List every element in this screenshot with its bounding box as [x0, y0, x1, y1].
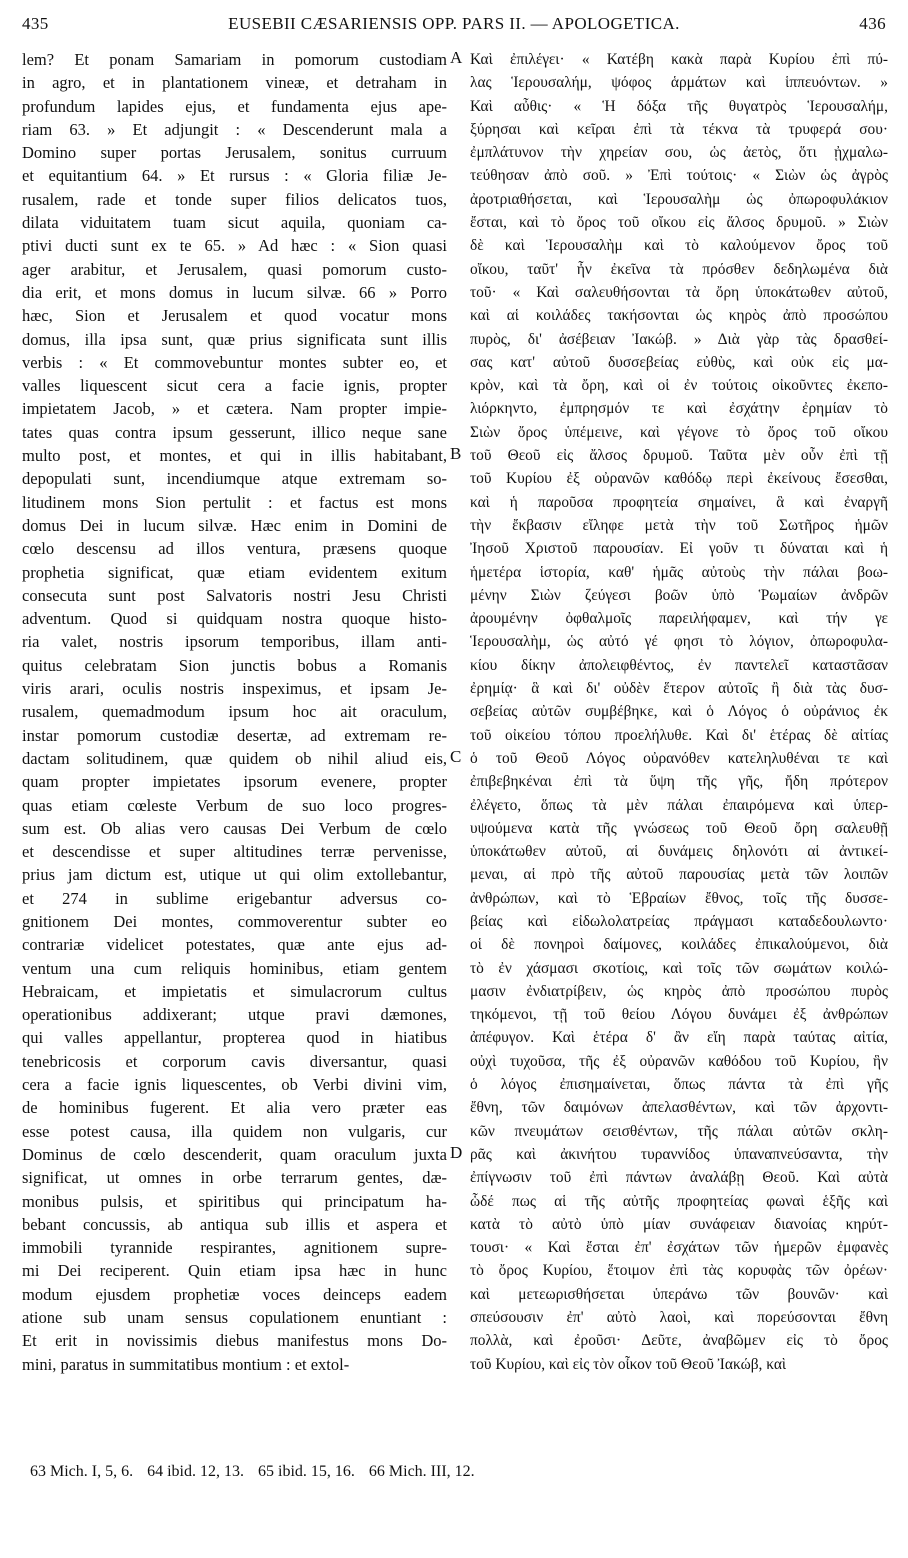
text-line: sum est. Ob alias vero causas Dei Verbum de cœlo	[22, 818, 447, 838]
text-line: οἴκου, ταῦτ' ἦν ἐκεῖνα τὰ πρόσθεν δεδηλωμένα διὰ	[470, 260, 888, 278]
text-line: et 274 in sublime erigebantur adversus co-	[22, 888, 447, 908]
text-line: consecuta sunt post Salvatoris nostri Jesu Christi	[22, 585, 447, 605]
footnote: 66 Mich. III, 12.	[368, 1463, 475, 1480]
text-line: ἀρουμένην ὀφθαλμοῖς παρειλήφαμεν, καὶ τήν γε	[470, 610, 888, 628]
text-line: ὑποκάτωθεν αὐτοῦ, αἱ δυνάμεις δηλονότι αἱ ἀντικεί-	[470, 843, 888, 861]
text-line: Καὶ ἐπιλέγει· « Κατέβη κακὰ παρὰ Κυρίου ἐπὶ πύ-	[470, 51, 888, 68]
text-line: qui valles appellantur, propterea quod in hiatibus	[22, 1028, 447, 1048]
text-line: ventum una cum reliquis hominibus, etiam gentem	[22, 958, 447, 978]
text-line: ἔθνη, τῶν δαιμόνων ἀπελασθέντων, καὶ τῶν ἀρχοντι-	[470, 1099, 888, 1117]
text-line: λας Ἱερουσαλήμ, ψόφος ἁρμάτων καὶ ἱππευόντων. »	[470, 74, 888, 92]
text-line: riam 63. » Et adjungit : « Descenderunt mala a	[22, 119, 447, 139]
text-line: κῶν πνευμάτων σεισθέντων, τῆς πάλαι αὐτῶν σκλη-	[470, 1122, 888, 1140]
text-line: Καὶ αὖθις· « Ἡ δόξα τῆς θυγατρὸς Ἱερουσαλήμ,	[470, 97, 888, 115]
text-line: ria valet, nostris ipsorum temporibus, illam anti-	[22, 632, 447, 652]
text-line: modum ejusdem prophetiæ voces deinceps eadem	[22, 1284, 447, 1304]
text-line: τοῦ Θεοῦ εἰς ἄλσος δρυμοῦ. Ταῦτα μὲν οὖν ἐπὶ τῇ	[470, 447, 888, 465]
text-line: ἀνθρώπων, καὶ τὸ Ἑβραίων ἔθνος, τοῖς τῆς δυσσε-	[470, 889, 888, 907]
text-line: de hominibus fugerent. Et alia vero præter eas	[22, 1098, 447, 1118]
text-line: lem? Et ponam Samariam in pomorum custodiam	[22, 50, 447, 69]
text-line: atione sub unam sensus copulationem enuntiant :	[22, 1308, 447, 1328]
text-line: κατὰ τὸ αὐτὸ ὑπὸ μίαν συνάφειαν διανοίας κηρύτ-	[470, 1215, 888, 1233]
footnote: 63 Mich. I, 5, 6.	[30, 1463, 134, 1480]
text-line: καὶ αἱ κοιλάδες τακήσονται ὡς κηρὸς ἀπὸ προσώπου	[470, 307, 888, 325]
text-line: ἐπιβεβηκέναι ἐπὶ τὰ ὕψη τῆς γῆς, ἤδη πρότερον	[470, 773, 888, 791]
text-line: prophetia significat, quæ etiam evidentem exitum	[22, 562, 447, 582]
page-number-right: 436	[859, 14, 886, 33]
text-line: ἐρημίᾳ· ἃ καὶ δι' οὐδὲν ἕτερον αὐτοῖς ἢ διὰ τὰς δυσ-	[470, 680, 888, 698]
text-line: τὸ ἐν χάσμασι σκοτίοις, καὶ τοῖς τῶν σωμάτων κοιλώ-	[470, 959, 888, 977]
text-line: δὲ καὶ Ἱερουσαλὴμ καὶ τὸ καλούμενον ὄρος τοῦ	[470, 237, 888, 255]
text-line: litudinem mons Sion pertulit : et factus est mons	[22, 492, 447, 512]
text-line: et descendisse et super altitudines terræ pervenisse,	[22, 842, 447, 862]
text-line: σας κατ' αὐτοῦ δυσσεβείας εὐθὺς, καὶ οὐκ εἰς μα-	[470, 353, 888, 371]
text-line: immobili tyrannide respirantes, agnitionem supre-	[22, 1238, 447, 1258]
text-line: υψούμενα κατὰ τῆς γνώσεως τοῦ Θεοῦ ὄρη σαλευθῇ	[470, 819, 888, 837]
text-line: esse potest causa, illa quidem non vulgaris, cur	[22, 1121, 447, 1141]
text-line: ξύρησαι καὶ κεῖραι ἐπὶ τὰ τέκνα τὰ τρυφερά σου·	[470, 120, 888, 138]
text-line: Domino super portas Jerusalem, sonitus curruum	[22, 143, 447, 163]
text-line: Dominus de cœlo descenderit, quam oraculum juxta	[22, 1144, 447, 1164]
text-line: σπεύσουσιν ἐπ' αὐτὸ λαοὶ, καὶ πορεύσονται ἔθνη	[470, 1309, 888, 1327]
text-line: valles liquescent sicut cera a facie ignis, propter	[22, 376, 447, 396]
footnote: 64 ibid. 12, 13.	[147, 1463, 244, 1480]
text-line: ager arabitur, et Jerusalem, quasi pomorum custo-	[22, 259, 447, 279]
section-marker: B	[450, 444, 462, 464]
text-line: τοῦ· « Καὶ σαλευθήσονται τὰ ὄρη ὑποκάτωθεν αὐτοῦ,	[470, 283, 888, 301]
text-line: rusalem, quemadmodum ipsum hoc ait oraculum,	[22, 702, 447, 722]
text-line: καὶ ἡ παροῦσα προφητεία σημαίνει, ἃ καὶ ἐναργῆ	[470, 493, 888, 511]
text-line: τοῦ Κυρίου ἐξ οὐρανῶν καθόδῳ περὶ ἐκείνους ἔσεσθαι,	[470, 470, 888, 488]
text-line: μασιν ἐνδιατρίβειν, ὡς κηρὸς ἀπὸ προσώπου πυρὸς	[470, 982, 888, 1000]
text-line: prius jam dictum est, utique ut qui olim extollebantur,	[22, 865, 447, 885]
text-line: Et erit in novissimis diebus manifestus mons Do-	[22, 1331, 447, 1351]
text-line: τοῦ οἰκείου τόπου προελήλυθε. Καὶ δι' ἑτέρας δὲ αἰτίας	[470, 726, 888, 744]
text-line: ἀπέφυγον. Καὶ ἑτέρα δ' ἂν εἴη παρὰ ταύτας αἰτία,	[470, 1029, 888, 1047]
text-line: rusalem, rade et tonde super filios delicatos tuos,	[22, 189, 447, 209]
text-line: domus Dei in lucum silvæ. Hæc enim in Domini de	[22, 515, 447, 535]
text-line: κρὸν, καὶ τὰ ὄρη, καὶ οἱ ἐν τούτοις οἰκοῦντες ἐκεπο-	[470, 377, 888, 395]
text-line: viris arari, oculis nostris inspeximus, et ipsam Je-	[22, 679, 447, 699]
text-line: contrariæ videlicet potestates, quæ ante ejus ad-	[22, 935, 447, 955]
text-line: ἐπίγνωσιν τοῦ ἐπὶ πάντων ἀναλάβῃ Θεοῦ. Καὶ αὐτὰ	[470, 1169, 888, 1187]
text-line: Hebraicam, et impietatis et simulacrorum cultus	[22, 981, 447, 1001]
text-line: mini, paratus in summitatibus montium : et extol-	[22, 1354, 350, 1374]
page-header	[22, 14, 886, 38]
greek-column	[470, 48, 888, 1376]
text-line: impietatem Jacob, » et cætera. Nam propter impie-	[22, 399, 447, 419]
text-line: σεβείας αὐτῶν συμβέβηκε, καὶ ὁ Λόγος ὁ οὐράνιος ἐκ	[470, 703, 888, 721]
text-line: ὧδέ πως αἱ τῆς αὐτῆς προφητείας φωναὶ ἑξῆς καὶ	[470, 1192, 888, 1210]
text-line: ἔσται, καὶ τὸ ὄρος τοῦ οἴκου εἰς ἄλσος δρυμοῦ. » Σιὼν	[470, 214, 888, 232]
text-line: τὸ ὄρος Κυρίου, ἕτοιμον ἐπὶ τὰς κορυφὰς τῶν ὀρέων·	[470, 1262, 888, 1280]
text-line: οἱ δὲ πονηροὶ δαίμονες, κοιλάδες ἐπικαλούμενοι, διὰ	[470, 936, 888, 954]
text-line: quam propter impietates ipsorum evenere, propter	[22, 772, 447, 792]
text-line: καὶ μετεωρισθήσεται ὑπεράνω τῶν βουνῶν· καὶ	[470, 1285, 888, 1303]
text-line: tenebricosis et corporum cavis diversantur, quasi	[22, 1051, 447, 1071]
text-line: dilata viduitatem tuam sicut aquila, quoniam ca-	[22, 213, 447, 233]
text-line: Ἰησοῦ Χριστοῦ παρουσίαν. Εἰ γοῦν τι δύναται καὶ ἡ	[470, 540, 888, 558]
text-line: πυρὸς, δι' ἀσέβειαν Ἰακώβ. » Διὰ γὰρ τὰς δρασθεί-	[470, 330, 888, 348]
section-marker: D	[450, 1143, 463, 1163]
section-marker: C	[450, 747, 462, 766]
text-line: gnitionem Dei montes, commoverentur subter eo	[22, 911, 447, 931]
text-line: ἐμπλάτυνον τὴν χηρείαν σου, ὡς ἀετὸς, ὅτι ᾐχμαλω-	[470, 144, 888, 162]
text-line: τουσι· « Καὶ ἔσται ἐπ' ἐσχάτων τῶν ἡμερῶν ἐμφανὲς	[470, 1239, 888, 1257]
text-line: πολλὰ, καὶ ἐροῦσι· Δεῦτε, ἀναβῶμεν εἰς τὸ ὄρος	[470, 1332, 888, 1350]
text-line: μένην Σιὼν ζεύγεσι βοῶν ὑπὸ Ῥωμαίων ἀνδρῶν	[470, 586, 888, 604]
text-line: ptivi ducti sunt ex te 65. » Ad hæc : « Sion quasi	[22, 236, 447, 256]
text-line: adventum. Quod si quidquam nostra quoque histo-	[22, 609, 447, 629]
running-title: EUSEBII CÆSARIENSIS OPP. PARS II. — APOLOGETICA.	[228, 14, 680, 33]
text-line: ὁ λόγος ἐπισημαίνεται, ὅπως πάντα τὰ ἐπὶ γῆς	[470, 1076, 888, 1094]
text-line: τηκόμενοι, τῇ τοῦ θείου Λόγου δυνάμει ἐξ ἀνθρώπων	[470, 1006, 888, 1024]
text-line: tates quas contra ipsum gesserunt, illico neque sane	[22, 422, 447, 442]
text-line: bebant concussis, ab antiqua sub illis et aspera et	[22, 1214, 447, 1234]
text-line: τοῦ Κυρίου, καὶ εἰς τὸν οἶκον τοῦ Θεοῦ Ἰακώβ, καὶ	[470, 1355, 787, 1373]
text-line: quas etiam cœleste Verbum de suo loco progres-	[22, 795, 447, 815]
text-line: Ἱερουσαλὴμ, ὡς αὐτό γέ φησι τὸ λόγιον, ὀπωροφυλα-	[470, 633, 888, 651]
text-line: τὴν ἔκβασιν εἴληφε μετὰ τὴν τοῦ Σωτῆρος ἡμῶν	[470, 516, 888, 534]
footnote: 65 ibid. 15, 16.	[258, 1463, 355, 1480]
footnotes	[30, 1463, 489, 1481]
text-line: βείας καὶ εἰδωλολατρείας πράγμασι καταδεδουλωντο·	[470, 912, 888, 930]
text-line: λιόρκηντο, ἐμπρησμόν τε καὶ ἐσχάτην ἐρημίαν τὸ	[470, 400, 888, 418]
text-line: dactam solitudinem, quæ quidem ob nihil aliud eis,	[22, 748, 447, 768]
text-line: cœlo descensu ad illos ventura, præsens quoque	[22, 539, 447, 559]
text-line: κίου δίκην ἀπολειφθέντος, ἐν παντελεῖ καταστᾶσαν	[470, 656, 888, 674]
text-line: depopulati sunt, incendiumque atque extremam so-	[22, 469, 447, 489]
text-line: operationibus addixerant; utque pravi dæmones,	[22, 1005, 447, 1025]
text-line: cera a facie ignis liquescentes, ob Verbi divini vim,	[22, 1075, 447, 1095]
text-line: quitus celebratam Sion junctis bobus a Romanis	[22, 655, 447, 675]
text-line: dia erit, et mons domus in lucum silvæ. 66 » Porro	[22, 282, 447, 302]
text-line: domus, illa ipsa sunt, quæ prius significata sunt illis	[22, 329, 447, 349]
text-line: μεναι, αἱ πρὸ τῆς αὐτοῦ παρουσίας μετὰ τῶν λοιπῶν	[470, 866, 888, 884]
text-line: mi Dei reciperent. Quin etiam ipsa hæc in hunc	[22, 1261, 447, 1281]
text-line: multo post, et montes, et qui in illis habitabant,	[22, 446, 447, 466]
latin-column	[22, 48, 447, 1376]
text-line: ἐλέγετο, ὅπως τὰ μὲν πάλαι ἐπαιρόμενα καὶ ὑπερ-	[470, 796, 888, 814]
text-line: οὐχὶ τυχοῦσα, τῆς ἐξ οὐρανῶν καθόδου τοῦ Κυρίου, ἣν	[470, 1052, 888, 1070]
text-line: ἀροτριαθήσεται, καὶ Ἱερουσαλὴμ ὡς ὀπωροφυλάκιον	[470, 190, 888, 208]
text-line: ρᾶς καὶ ἀκινήτου τυραννίδος ὑπαναπνεύσαντα, τὴν	[470, 1145, 888, 1163]
text-line: ἡμετέρα ἱστορία, καθ' ἡμᾶς αὐτοὺς τὴν πάλαι βοω-	[470, 563, 888, 581]
section-marker: A	[450, 48, 463, 67]
text-line: hæc, Sion et Jerusalem et quod vocatur mons	[22, 306, 447, 326]
text-line: profundum lapides ejus, et fundamenta ejus ape-	[22, 96, 447, 116]
text-line: verbis : « Et commovebuntur montes subter eo, et	[22, 352, 447, 372]
text-line: τεύθησαν ἀπὸ σοῦ. » Ἐπὶ τούτοις· « Σιὼν ὡς ἀγρὸς	[470, 167, 888, 185]
text-line: ὁ τοῦ Θεοῦ Λόγος οὐρανόθεν κατεληλυθέναι τε καὶ	[470, 749, 888, 767]
page-number-left: 435	[22, 14, 49, 33]
text-line: significat, ut omnes in orbe terrarum gentes, dæ-	[22, 1168, 447, 1188]
text-line: instar pomorum custodiæ desertæ, ad extremam re-	[22, 725, 447, 745]
text-line: et equitantium 64. » Et rursus : « Gloria filiæ Je-	[22, 166, 447, 186]
text-line: in agro, et in plantationem vineæ, et detraham in	[22, 73, 447, 93]
text-line: monibus pulsis, et spiritibus qui principatum ha-	[22, 1191, 447, 1211]
text-line: Σιὼν ὄρος ὑπέμεινε, καὶ γέγονε τὸ ὄρος τοῦ οἴκου	[470, 423, 888, 441]
